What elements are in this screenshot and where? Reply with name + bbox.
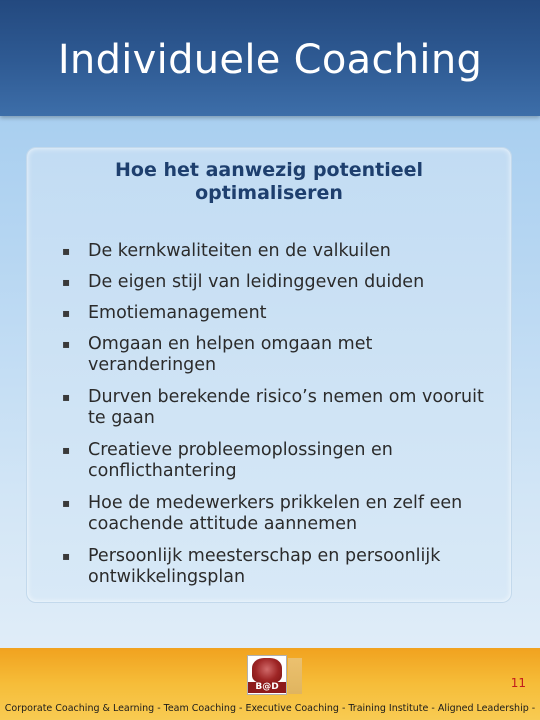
list-item-text: te gaan [88, 408, 155, 428]
header-bar [0, 0, 540, 116]
slide-title: Individuele Coaching [57, 37, 483, 83]
list-item-text: Creatieve probleemoplossingen en [88, 440, 393, 460]
list-item [88, 303, 498, 324]
list-item-text: veranderingen [88, 355, 217, 375]
slide-subtitle [26, 159, 512, 205]
square-bullet-icon [62, 303, 72, 313]
square-bullet-icon [62, 440, 72, 450]
list-item [88, 387, 498, 429]
list-item-text: Emotiemanagement [88, 303, 267, 323]
list-item-text: Durven berekende risico’s nemen om vooruit [88, 387, 484, 407]
bad-logo-icon [247, 655, 287, 695]
list-item-text: Persoonlijk meesterschap en persoonlijk [88, 546, 441, 566]
list-item-text: Hoe de medewerkers prikkelen en zelf een [88, 493, 463, 513]
list-item [88, 241, 498, 262]
list-item-text: coachende attitude aannemen [88, 514, 358, 534]
list-item [88, 493, 498, 535]
square-bullet-icon [62, 493, 72, 503]
list-item [88, 546, 498, 588]
subtitle-line-1: Hoe het aanwezig potentieel [115, 159, 423, 181]
page-number: 11 [510, 676, 526, 690]
square-bullet-icon [62, 334, 72, 344]
logo-side-mark [288, 658, 302, 694]
subtitle-line-2: optimaliseren [195, 182, 343, 204]
square-bullet-icon [62, 546, 72, 556]
square-bullet-icon [62, 241, 72, 251]
logo-emblem [252, 658, 282, 683]
list-item-text: De eigen stijl van leidinggeven duiden [88, 272, 425, 292]
square-bullet-icon [62, 387, 72, 397]
list-item-text: De kernkwaliteiten en de valkuilen [88, 241, 391, 261]
list-item-text: ontwikkelingsplan [88, 567, 246, 587]
footer-tagline: Corporate Coaching & Learning - Team Coaching - Executive Coaching - Training Institute - Aligned Leadership - [4, 703, 536, 714]
list-item-text: Omgaan en helpen omgaan met [88, 334, 373, 354]
list-item [88, 440, 498, 482]
list-item [88, 334, 498, 376]
list-item-text: conflicthantering [88, 461, 237, 481]
logo-text: B@D [248, 682, 286, 693]
list-item [88, 272, 498, 293]
square-bullet-icon [62, 272, 72, 282]
